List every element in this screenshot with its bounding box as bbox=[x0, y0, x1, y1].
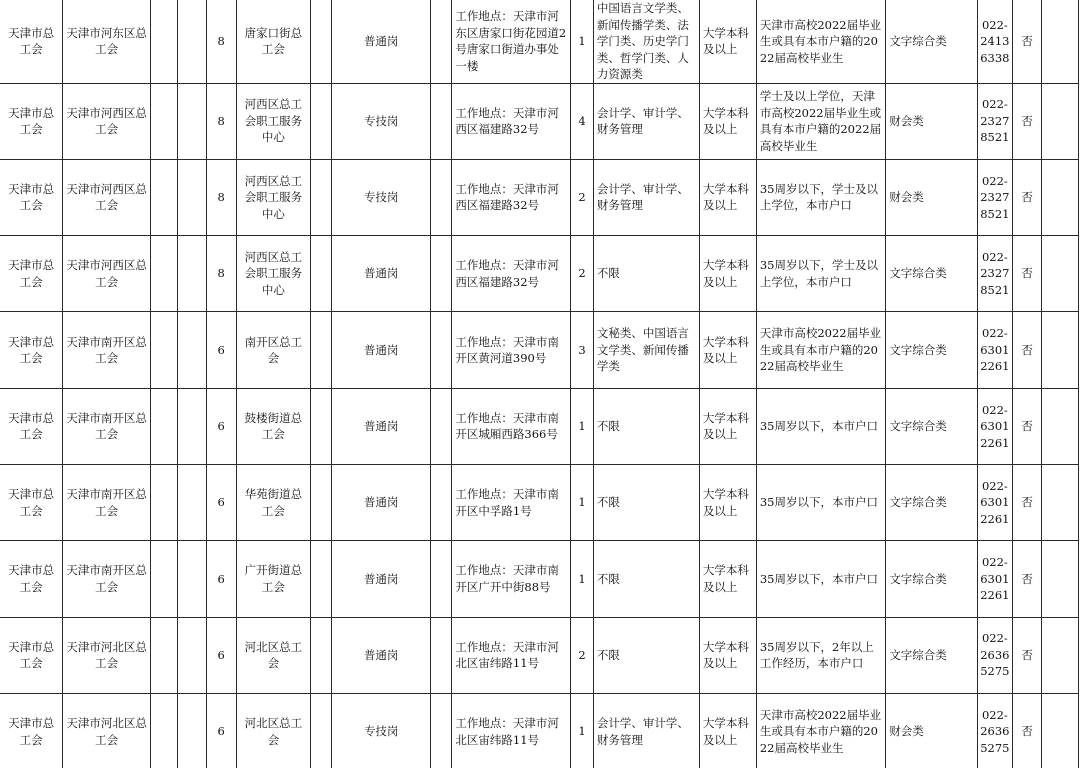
cell-major: 会计学、审计学、财务管理 bbox=[593, 693, 699, 768]
cell-location: 工作地点：天津市南开区城厢西路366号 bbox=[452, 388, 571, 464]
cell-empty bbox=[310, 693, 331, 768]
cell-empty bbox=[1042, 159, 1079, 235]
table-row bbox=[0, 693, 1079, 768]
cell-empty bbox=[1042, 693, 1079, 768]
cell-code: 6 bbox=[206, 617, 236, 693]
cell-flag: 否 bbox=[1013, 693, 1042, 768]
cell-empty bbox=[430, 312, 451, 388]
cell-phone: 022-26365275 bbox=[977, 617, 1013, 693]
cell-location: 工作地点：天津市河西区福建路32号 bbox=[452, 236, 571, 312]
cell-major: 不限 bbox=[593, 236, 699, 312]
cell-empty bbox=[177, 312, 206, 388]
cell-phone: 022-24136338 bbox=[977, 0, 1013, 83]
cell-post-type: 普通岗 bbox=[332, 617, 431, 693]
cell-unit: 天津市河西区总工会 bbox=[63, 236, 151, 312]
cell-exam-type: 文字综合类 bbox=[886, 0, 977, 83]
cell-exam-type: 财会类 bbox=[886, 693, 977, 768]
cell-empty bbox=[150, 693, 177, 768]
cell-phone: 022-63012261 bbox=[977, 541, 1013, 617]
cell-flag: 否 bbox=[1013, 83, 1042, 159]
cell-count: 2 bbox=[571, 617, 594, 693]
cell-post-type: 专技岗 bbox=[332, 83, 431, 159]
cell-requirements: 35周岁以下，学士及以上学位，本市户口 bbox=[756, 159, 885, 235]
cell-code: 8 bbox=[206, 159, 236, 235]
cell-code: 6 bbox=[206, 541, 236, 617]
cell-org: 天津市总工会 bbox=[0, 312, 63, 388]
cell-count: 1 bbox=[571, 541, 594, 617]
cell-major: 文秘类、中国语言文学类、新闻传播学类 bbox=[593, 312, 699, 388]
cell-post-type: 普通岗 bbox=[332, 0, 431, 83]
cell-flag: 否 bbox=[1013, 159, 1042, 235]
cell-empty bbox=[1042, 541, 1079, 617]
cell-empty bbox=[150, 464, 177, 540]
cell-dept: 鼓楼街道总工会 bbox=[236, 388, 310, 464]
cell-major: 不限 bbox=[593, 388, 699, 464]
cell-empty bbox=[430, 236, 451, 312]
cell-education: 大学本科及以上 bbox=[699, 0, 756, 83]
cell-exam-type: 文字综合类 bbox=[886, 617, 977, 693]
cell-empty bbox=[430, 83, 451, 159]
cell-location: 工作地点：天津市河北区宙纬路11号 bbox=[452, 617, 571, 693]
cell-empty bbox=[150, 388, 177, 464]
table-row bbox=[0, 0, 1079, 83]
cell-empty bbox=[150, 83, 177, 159]
cell-unit: 天津市南开区总工会 bbox=[63, 388, 151, 464]
cell-unit: 天津市河西区总工会 bbox=[63, 83, 151, 159]
cell-requirements: 35周岁以下，学士及以上学位，本市户口 bbox=[756, 236, 885, 312]
cell-requirements: 天津市高校2022届毕业生或具有本市户籍的2022届高校毕业生 bbox=[756, 0, 885, 83]
cell-empty bbox=[177, 388, 206, 464]
cell-count: 1 bbox=[571, 388, 594, 464]
cell-education: 大学本科及以上 bbox=[699, 617, 756, 693]
cell-empty bbox=[430, 159, 451, 235]
cell-phone: 022-23278521 bbox=[977, 236, 1013, 312]
cell-code: 6 bbox=[206, 312, 236, 388]
cell-empty bbox=[177, 617, 206, 693]
cell-empty bbox=[430, 388, 451, 464]
cell-dept: 河西区总工会职工服务中心 bbox=[236, 159, 310, 235]
cell-dept: 河西区总工会职工服务中心 bbox=[236, 83, 310, 159]
cell-code: 6 bbox=[206, 388, 236, 464]
cell-phone: 022-63012261 bbox=[977, 464, 1013, 540]
cell-location: 工作地点：天津市河北区宙纬路11号 bbox=[452, 693, 571, 768]
cell-empty bbox=[177, 464, 206, 540]
cell-education: 大学本科及以上 bbox=[699, 83, 756, 159]
cell-code: 6 bbox=[206, 464, 236, 540]
cell-org: 天津市总工会 bbox=[0, 693, 63, 768]
cell-exam-type: 文字综合类 bbox=[886, 312, 977, 388]
cell-empty bbox=[177, 541, 206, 617]
cell-phone: 022-23278521 bbox=[977, 83, 1013, 159]
cell-education: 大学本科及以上 bbox=[699, 464, 756, 540]
table-row bbox=[0, 312, 1079, 388]
cell-requirements: 学士及以上学位，天津市高校2022届毕业生或具有本市户籍的2022届高校毕业生 bbox=[756, 83, 885, 159]
cell-empty bbox=[310, 236, 331, 312]
cell-org: 天津市总工会 bbox=[0, 236, 63, 312]
cell-org: 天津市总工会 bbox=[0, 617, 63, 693]
cell-exam-type: 财会类 bbox=[886, 83, 977, 159]
cell-post-type: 普通岗 bbox=[332, 312, 431, 388]
cell-empty bbox=[310, 312, 331, 388]
cell-empty bbox=[430, 0, 451, 83]
cell-org: 天津市总工会 bbox=[0, 388, 63, 464]
table-row bbox=[0, 464, 1079, 540]
cell-empty bbox=[150, 236, 177, 312]
cell-location: 工作地点：天津市南开区黄河道390号 bbox=[452, 312, 571, 388]
cell-unit: 天津市南开区总工会 bbox=[63, 312, 151, 388]
cell-dept: 河西区总工会职工服务中心 bbox=[236, 236, 310, 312]
cell-empty bbox=[150, 0, 177, 83]
cell-code: 8 bbox=[206, 236, 236, 312]
cell-empty bbox=[150, 617, 177, 693]
cell-education: 大学本科及以上 bbox=[699, 159, 756, 235]
cell-unit: 天津市河北区总工会 bbox=[63, 617, 151, 693]
cell-post-type: 普通岗 bbox=[332, 464, 431, 540]
cell-flag: 否 bbox=[1013, 312, 1042, 388]
cell-empty bbox=[310, 388, 331, 464]
cell-org: 天津市总工会 bbox=[0, 541, 63, 617]
cell-empty bbox=[310, 0, 331, 83]
cell-empty bbox=[1042, 312, 1079, 388]
cell-exam-type: 文字综合类 bbox=[886, 541, 977, 617]
cell-empty bbox=[1042, 0, 1079, 83]
cell-empty bbox=[430, 617, 451, 693]
cell-post-type: 普通岗 bbox=[332, 541, 431, 617]
cell-exam-type: 文字综合类 bbox=[886, 236, 977, 312]
cell-major: 不限 bbox=[593, 541, 699, 617]
cell-post-type: 专技岗 bbox=[332, 159, 431, 235]
cell-empty bbox=[1042, 83, 1079, 159]
cell-location: 工作地点：天津市河东区唐家口街花园道2号唐家口街道办事处一楼 bbox=[452, 0, 571, 83]
cell-empty bbox=[430, 693, 451, 768]
cell-org: 天津市总工会 bbox=[0, 159, 63, 235]
cell-empty bbox=[177, 83, 206, 159]
cell-exam-type: 文字综合类 bbox=[886, 388, 977, 464]
cell-phone: 022-23278521 bbox=[977, 159, 1013, 235]
cell-phone: 022-26365275 bbox=[977, 693, 1013, 768]
cell-org: 天津市总工会 bbox=[0, 0, 63, 83]
cell-location: 工作地点：天津市南开区中孚路1号 bbox=[452, 464, 571, 540]
cell-count: 2 bbox=[571, 236, 594, 312]
cell-dept: 南开区总工会 bbox=[236, 312, 310, 388]
cell-location: 工作地点：天津市南开区广开中街88号 bbox=[452, 541, 571, 617]
cell-empty bbox=[1042, 464, 1079, 540]
cell-major: 会计学、审计学、财务管理 bbox=[593, 159, 699, 235]
table-row bbox=[0, 83, 1079, 159]
cell-dept: 河北区总工会 bbox=[236, 693, 310, 768]
cell-requirements: 天津市高校2022届毕业生或具有本市户籍的2022届高校毕业生 bbox=[756, 312, 885, 388]
cell-dept: 广开街道总工会 bbox=[236, 541, 310, 617]
cell-requirements: 天津市高校2022届毕业生或具有本市户籍的2022届高校毕业生 bbox=[756, 693, 885, 768]
cell-unit: 天津市河北区总工会 bbox=[63, 693, 151, 768]
cell-unit: 天津市南开区总工会 bbox=[63, 464, 151, 540]
cell-empty bbox=[310, 159, 331, 235]
cell-education: 大学本科及以上 bbox=[699, 312, 756, 388]
cell-unit: 天津市河西区总工会 bbox=[63, 159, 151, 235]
cell-empty bbox=[1042, 617, 1079, 693]
cell-requirements: 35周岁以下，本市户口 bbox=[756, 464, 885, 540]
cell-code: 6 bbox=[206, 693, 236, 768]
cell-phone: 022-63012261 bbox=[977, 312, 1013, 388]
cell-empty bbox=[430, 541, 451, 617]
table-row bbox=[0, 541, 1079, 617]
cell-post-type: 专技岗 bbox=[332, 693, 431, 768]
cell-empty bbox=[430, 464, 451, 540]
cell-org: 天津市总工会 bbox=[0, 83, 63, 159]
cell-major: 不限 bbox=[593, 617, 699, 693]
cell-empty bbox=[150, 541, 177, 617]
cell-count: 3 bbox=[571, 312, 594, 388]
cell-empty bbox=[310, 617, 331, 693]
cell-empty bbox=[1042, 388, 1079, 464]
cell-empty bbox=[177, 236, 206, 312]
cell-code: 8 bbox=[206, 0, 236, 83]
cell-major: 中国语言文学类、新闻传播学类、法学门类、历史学门类、哲学门类、人力资源类 bbox=[593, 0, 699, 83]
cell-flag: 否 bbox=[1013, 388, 1042, 464]
cell-count: 2 bbox=[571, 159, 594, 235]
cell-phone: 022-63012261 bbox=[977, 388, 1013, 464]
cell-requirements: 35周岁以下，本市户口 bbox=[756, 388, 885, 464]
cell-count: 1 bbox=[571, 464, 594, 540]
cell-dept: 华苑街道总工会 bbox=[236, 464, 310, 540]
cell-unit: 天津市河东区总工会 bbox=[63, 0, 151, 83]
cell-dept: 唐家口街总工会 bbox=[236, 0, 310, 83]
cell-flag: 否 bbox=[1013, 0, 1042, 83]
cell-major: 不限 bbox=[593, 464, 699, 540]
cell-exam-type: 财会类 bbox=[886, 159, 977, 235]
cell-empty bbox=[177, 693, 206, 768]
table-row bbox=[0, 617, 1079, 693]
cell-count: 1 bbox=[571, 693, 594, 768]
cell-empty bbox=[150, 312, 177, 388]
cell-education: 大学本科及以上 bbox=[699, 236, 756, 312]
cell-flag: 否 bbox=[1013, 541, 1042, 617]
table-row bbox=[0, 159, 1079, 235]
table-row bbox=[0, 388, 1079, 464]
cell-count: 4 bbox=[571, 83, 594, 159]
cell-education: 大学本科及以上 bbox=[699, 541, 756, 617]
cell-count: 1 bbox=[571, 0, 594, 83]
cell-empty bbox=[310, 541, 331, 617]
cell-requirements: 35周岁以下，本市户口 bbox=[756, 541, 885, 617]
cell-location: 工作地点：天津市河西区福建路32号 bbox=[452, 159, 571, 235]
cell-major: 会计学、审计学、财务管理 bbox=[593, 83, 699, 159]
cell-requirements: 35周岁以下，2年以上工作经历，本市户口 bbox=[756, 617, 885, 693]
cell-education: 大学本科及以上 bbox=[699, 693, 756, 768]
cell-code: 8 bbox=[206, 83, 236, 159]
cell-org: 天津市总工会 bbox=[0, 464, 63, 540]
cell-post-type: 普通岗 bbox=[332, 388, 431, 464]
cell-empty bbox=[177, 159, 206, 235]
cell-flag: 否 bbox=[1013, 617, 1042, 693]
cell-empty bbox=[177, 0, 206, 83]
table-row bbox=[0, 236, 1079, 312]
cell-dept: 河北区总工会 bbox=[236, 617, 310, 693]
cell-empty bbox=[150, 159, 177, 235]
cell-exam-type: 文字综合类 bbox=[886, 464, 977, 540]
cell-flag: 否 bbox=[1013, 464, 1042, 540]
cell-location: 工作地点：天津市河西区福建路32号 bbox=[452, 83, 571, 159]
cell-post-type: 普通岗 bbox=[332, 236, 431, 312]
cell-education: 大学本科及以上 bbox=[699, 388, 756, 464]
cell-flag: 否 bbox=[1013, 236, 1042, 312]
cell-empty bbox=[310, 464, 331, 540]
cell-empty bbox=[1042, 236, 1079, 312]
cell-unit: 天津市南开区总工会 bbox=[63, 541, 151, 617]
cell-empty bbox=[310, 83, 331, 159]
